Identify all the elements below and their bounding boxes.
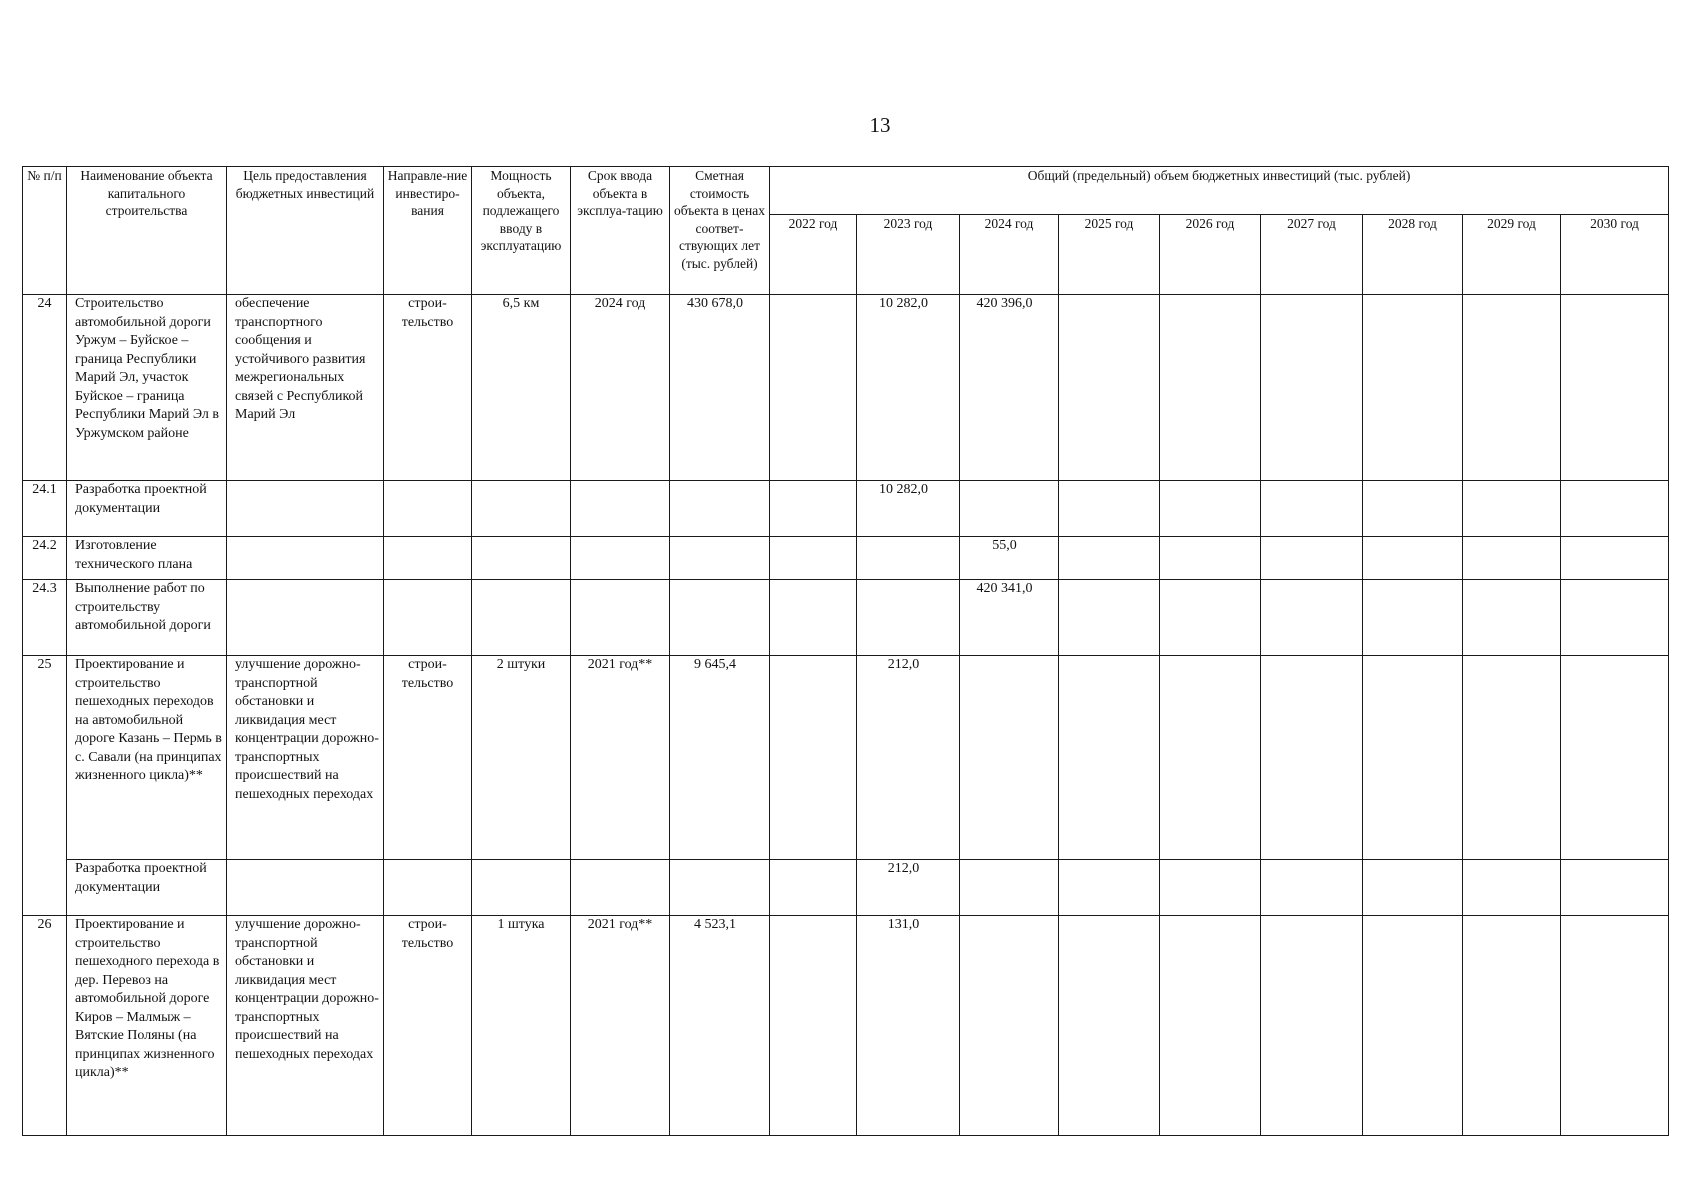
value-2025 bbox=[1059, 860, 1160, 916]
value-2030 bbox=[1561, 580, 1669, 656]
investment-goal: улучшение дорожно-транспортной обстановки и ликвидация мест концентрации дорожно-транспортных происшествий на пешеходных переходах bbox=[227, 656, 384, 860]
value-2025 bbox=[1059, 580, 1160, 656]
page-number: 13 bbox=[869, 113, 891, 137]
row-number: 26 bbox=[23, 916, 67, 1136]
row-number: 24 bbox=[23, 295, 67, 481]
commissioning-term: 2021 год** bbox=[571, 656, 670, 860]
header-year-2027: 2027 год bbox=[1261, 215, 1363, 295]
investment-direction: строи-тельство bbox=[384, 656, 472, 860]
object-name: Строительство автомобильной дороги Уржум – Буйское – граница Республики Марий Эл, участок Буйское – граница Республики Марий Эл в Уржумском районе bbox=[67, 295, 227, 481]
row-number: 24.3 bbox=[23, 580, 67, 656]
commissioning-term bbox=[571, 580, 670, 656]
value-2027 bbox=[1261, 656, 1363, 860]
header-year-2030: 2030 год bbox=[1561, 215, 1669, 295]
value-2027 bbox=[1261, 295, 1363, 481]
value-2022 bbox=[770, 537, 857, 580]
header-direction: Направле-ние инвестиро-вания bbox=[384, 167, 472, 295]
value-2023: 212,0 bbox=[857, 656, 960, 860]
object-capacity bbox=[472, 860, 571, 916]
object-name: Разработка проектной документации bbox=[67, 481, 227, 537]
table-row bbox=[23, 481, 1669, 537]
object-capacity bbox=[472, 481, 571, 537]
value-2022 bbox=[770, 656, 857, 860]
value-2026 bbox=[1160, 295, 1261, 481]
value-2024 bbox=[960, 481, 1059, 537]
value-2027 bbox=[1261, 916, 1363, 1136]
investment-goal bbox=[227, 580, 384, 656]
object-name: Проектирование и строительство пешеходного перехода в дер. Перевоз на автомобильной дороге Киров – Малмыж – Вятские Поляны (на принципах жизненного цикла)** bbox=[67, 916, 227, 1136]
investment-direction: строи-тельство bbox=[384, 916, 472, 1136]
table-row bbox=[23, 916, 1669, 1136]
value-2024: 420 341,0 bbox=[960, 580, 1059, 656]
value-2023 bbox=[857, 537, 960, 580]
estimated-cost bbox=[670, 537, 770, 580]
value-2024 bbox=[960, 656, 1059, 860]
value-2030 bbox=[1561, 481, 1669, 537]
value-2025 bbox=[1059, 916, 1160, 1136]
object-name: Проектирование и строительство пешеходных переходов на автомобильной дороге Казань – Пермь в с. Савали (на принципах жизненного цикла)** bbox=[67, 656, 227, 860]
value-2030 bbox=[1561, 295, 1669, 481]
value-2028 bbox=[1363, 580, 1463, 656]
object-name: Выполнение работ по строительству автомобильной дороги bbox=[67, 580, 227, 656]
value-2028 bbox=[1363, 481, 1463, 537]
object-capacity: 2 штуки bbox=[472, 656, 571, 860]
header-total-investment: Общий (предельный) объем бюджетных инвестиций (тыс. рублей) bbox=[770, 167, 1669, 215]
estimated-cost: 430 678,0 bbox=[670, 295, 770, 481]
value-2027 bbox=[1261, 481, 1363, 537]
value-2029 bbox=[1463, 481, 1561, 537]
estimated-cost bbox=[670, 481, 770, 537]
commissioning-term bbox=[571, 481, 670, 537]
investment-goal bbox=[227, 860, 384, 916]
value-2022 bbox=[770, 916, 857, 1136]
header-no: № п/п bbox=[23, 167, 67, 295]
value-2029 bbox=[1463, 916, 1561, 1136]
value-2025 bbox=[1059, 295, 1160, 481]
header-capacity: Мощность объекта, подлежащего вводу в эксплуатацию bbox=[472, 167, 571, 295]
header-year-2023: 2023 год bbox=[857, 215, 960, 295]
value-2030 bbox=[1561, 537, 1669, 580]
object-capacity bbox=[472, 580, 571, 656]
value-2022 bbox=[770, 295, 857, 481]
commissioning-term: 2021 год** bbox=[571, 916, 670, 1136]
value-2022 bbox=[770, 580, 857, 656]
value-2026 bbox=[1160, 916, 1261, 1136]
value-2023: 10 282,0 bbox=[857, 295, 960, 481]
investment-direction bbox=[384, 580, 472, 656]
value-2028 bbox=[1363, 295, 1463, 481]
value-2027 bbox=[1261, 860, 1363, 916]
commissioning-term: 2024 год bbox=[571, 295, 670, 481]
value-2025 bbox=[1059, 656, 1160, 860]
estimated-cost: 4 523,1 bbox=[670, 916, 770, 1136]
value-2026 bbox=[1160, 860, 1261, 916]
value-2028 bbox=[1363, 916, 1463, 1136]
investment-direction bbox=[384, 537, 472, 580]
value-2029 bbox=[1463, 656, 1561, 860]
value-2024: 420 396,0 bbox=[960, 295, 1059, 481]
row-number: 24.2 bbox=[23, 537, 67, 580]
investment-goal bbox=[227, 537, 384, 580]
header-term: Срок ввода объекта в эксплуа-тацию bbox=[571, 167, 670, 295]
value-2023 bbox=[857, 580, 960, 656]
object-capacity: 6,5 км bbox=[472, 295, 571, 481]
object-capacity: 1 штука bbox=[472, 916, 571, 1136]
value-2030 bbox=[1561, 916, 1669, 1136]
estimated-cost bbox=[670, 580, 770, 656]
investment-goal: обеспечение транспортного сообщения и устойчивого развития межрегиональных связей с Республикой Марий Эл bbox=[227, 295, 384, 481]
value-2023: 10 282,0 bbox=[857, 481, 960, 537]
value-2024: 55,0 bbox=[960, 537, 1059, 580]
value-2022 bbox=[770, 481, 857, 537]
header-year-2026: 2026 год bbox=[1160, 215, 1261, 295]
row-number: 24.1 bbox=[23, 481, 67, 537]
header-name: Наименование объекта капитального строительства bbox=[67, 167, 227, 295]
investment-direction: строи-тельство bbox=[384, 295, 472, 481]
value-2024 bbox=[960, 916, 1059, 1136]
value-2024 bbox=[960, 860, 1059, 916]
investment-direction bbox=[384, 481, 472, 537]
value-2030 bbox=[1561, 860, 1669, 916]
value-2026 bbox=[1160, 537, 1261, 580]
investment-direction bbox=[384, 860, 472, 916]
header-year-2025: 2025 год bbox=[1059, 215, 1160, 295]
value-2023: 131,0 bbox=[857, 916, 960, 1136]
header-year-2028: 2028 год bbox=[1363, 215, 1463, 295]
object-name: Изготовление технического плана bbox=[67, 537, 227, 580]
value-2028 bbox=[1363, 537, 1463, 580]
investment-goal: улучшение дорожно-транспортной обстановки и ликвидация мест концентрации дорожно-транспортных происшествий на пешеходных переходах bbox=[227, 916, 384, 1136]
table-row bbox=[23, 656, 1669, 860]
budget-investment-table bbox=[22, 166, 1669, 1136]
value-2029 bbox=[1463, 580, 1561, 656]
estimated-cost: 9 645,4 bbox=[670, 656, 770, 860]
header-year-2022: 2022 год bbox=[770, 215, 857, 295]
header-year-2029: 2029 год bbox=[1463, 215, 1561, 295]
table-row bbox=[23, 580, 1669, 656]
value-2026 bbox=[1160, 580, 1261, 656]
value-2027 bbox=[1261, 537, 1363, 580]
value-2030 bbox=[1561, 656, 1669, 860]
header-year-2024: 2024 год bbox=[960, 215, 1059, 295]
investment-goal bbox=[227, 481, 384, 537]
value-2029 bbox=[1463, 860, 1561, 916]
value-2025 bbox=[1059, 537, 1160, 580]
value-2026 bbox=[1160, 656, 1261, 860]
value-2029 bbox=[1463, 537, 1561, 580]
value-2028 bbox=[1363, 656, 1463, 860]
value-2029 bbox=[1463, 295, 1561, 481]
table-row bbox=[23, 295, 1669, 481]
table-row bbox=[23, 537, 1669, 580]
commissioning-term bbox=[571, 537, 670, 580]
estimated-cost bbox=[670, 860, 770, 916]
value-2023: 212,0 bbox=[857, 860, 960, 916]
header-goal: Цель предоставления бюджетных инвестиций bbox=[227, 167, 384, 295]
value-2022 bbox=[770, 860, 857, 916]
object-name: Разработка проектной документации bbox=[67, 860, 227, 916]
value-2025 bbox=[1059, 481, 1160, 537]
header-cost: Сметная стоимость объекта в ценах соответ-ствующих лет (тыс. рублей) bbox=[670, 167, 770, 295]
value-2028 bbox=[1363, 860, 1463, 916]
commissioning-term bbox=[571, 860, 670, 916]
object-capacity bbox=[472, 537, 571, 580]
table-row bbox=[23, 860, 1669, 916]
row-number: 25 bbox=[23, 656, 67, 916]
value-2027 bbox=[1261, 580, 1363, 656]
value-2026 bbox=[1160, 481, 1261, 537]
